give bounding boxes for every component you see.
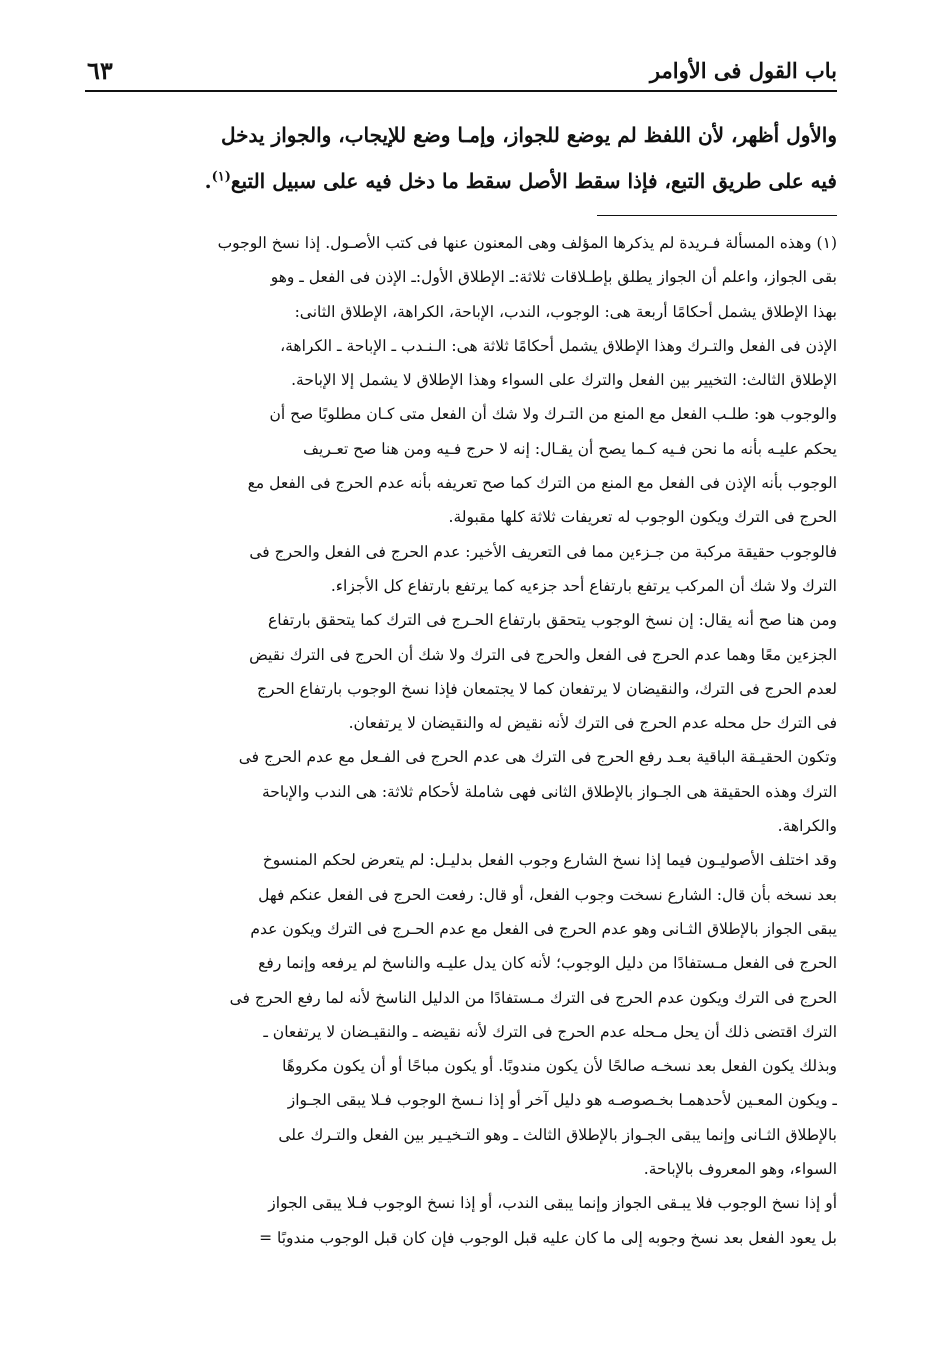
footnote-line: الترك اقتضى ذلك أن يحل مـحله عدم الحرج فى الترك لأنه نقيضه ـ والنقيـضان لا يرتفعان ـ: [263, 1022, 837, 1041]
footnote-line: بعد نسخه بأن قال: الشارع نسخت وجوب الفعل، أو قال: رفعت الحرج فى الفعل عنكم فهل: [258, 885, 837, 904]
main-line: [85, 158, 837, 204]
footnote-line: الإذن فى الفعل والتـرك وهذا الإطلاق يشمل أحكامًا ثلاثة هى: الـنـدب ـ الإباحة ـ الكراهة،: [280, 336, 837, 355]
footnote-line: الحرج فى الفعل مـستفادًا من دليل الوجوب؛ لأنه كان يدل عليـه والناسخ لم يرفعه وإنما رفع: [258, 954, 837, 973]
page-header: [85, 52, 837, 92]
chapter-title: باب القول فى الأوامر: [649, 58, 837, 83]
footnote-line: الوجوب بأنه الإذن فى الفعل مع المنع من الترك كما صح تعريفه بأنه عدم الحرج فى الفعل مع: [247, 474, 837, 493]
footnote-line: الترك وهذه الحقيقة هى الجـواز بالإطلاق الثانى فهى شاملة لأحكام ثلاثة: هى الندب والإباحة: [261, 782, 837, 801]
footnote-line: يبقى الجواز بالإطلاق الثـانى وهو عدم الحرج فى الفعل مع عدم الحـرج فى الترك ويكون عدم: [250, 919, 837, 938]
footnote-line: فالوجوب حقيقة مركبة من جـزءين مما فى التعريف الأخير: عدم الحرج فى الفعل والحرج فى: [249, 542, 837, 561]
footnote-line: وبذلك يكون الفعل بعد نسخـه صالحًا لأن يكون مندوبًا. أو يكون مباحًا أو أن يكون مكروهًا: [282, 1057, 837, 1076]
main-line-end: .: [204, 169, 212, 193]
footnotes: [85, 226, 837, 1255]
footnote-line: وتكون الحقيـقة الباقية بعـد رفع الحرج فى الترك هى عدم الحرج فى الفـعل مع عدم الحرج فى: [238, 748, 837, 767]
footnote-line: الحرج فى الترك ويكون عدم الحرج فى الترك مـستفادًا من الدليل الناسخ لأنه لما رفع الحرج فى: [229, 988, 837, 1007]
footnote-line: بقى الجواز، واعلم أن الجواز يطلق بإطـلاقات ثلاثة:ـ الإطلاق الأول:ـ الإذن فى الفعل ـ وهو: [270, 268, 837, 287]
footnote-line: الإطلاق الثالث: التخيير بين الفعل والترك على السواء وهذا الإطلاق لا يشمل إلا الإباحة.: [291, 371, 837, 390]
footnote-line: ومن هنا صح أنه يقال: إن نسخ الوجوب يتحقق بارتفاع الحـرج فى الترك كما يتحقق بارتفاع: [268, 611, 837, 630]
main-text: [85, 112, 837, 204]
footnote-line: بهذا الإطلاق يشمل أحكامًا أربعة هى: الوجوب، الندب، الإباحة، الكراهة، الإطلاق الثانى:: [294, 302, 837, 321]
footnote-line: والوجوب هو: طلـب الفعل مع المنع من التـرك ولا شك أن الفعل متى كـان مطلوبًا صح أن: [269, 405, 837, 424]
footnote-line: (١) وهذه المسألة فـريدة لم يذكرها المؤلف وهى المعنون عنها فى كتب الأصـول. إذا نسخ الوجوب: [217, 234, 837, 252]
footnote-line: يحكم عليـه بأنه ما نحن فـيه كـما يصح أن يقـال: إنه لا حرج فـيه ومن هنا صح تعـريف: [303, 439, 837, 458]
footnote-line: الجزءين معًا وهما عدم الحرج فى الفعل والحرج فى الترك ولا شك أن الحرج فى الترك نقيض: [249, 645, 837, 664]
footnote-separator: [597, 215, 837, 216]
footnote-line: لعدم الحرج فى الترك، والنقيضان لا يرتفعان كما لا يجتمعان فإذا نسخ الوجوب بارتفاع الحرج: [257, 679, 837, 698]
footnote-line: فى الترك حل محله عدم الحرج فى الترك لأنه نقيض له والنقيضان لا يرتفعان.: [348, 714, 837, 733]
footnote-line: السواء، وهو المعروف بالإباحة.: [643, 1160, 837, 1179]
footnote-line: والكراهة.: [777, 817, 837, 836]
main-line-text: فيه على طريق التبع، فإذا سقط الأصل سقط ما دخل فيه على سبيل التبع: [230, 169, 837, 193]
footnote-line: بل يعود الفعل بعد نسخ وجوبه إلى ما كان عليه قبل الوجوب فإن كان قبل الوجوب مندوبًا =: [259, 1228, 837, 1247]
footnote-line: أو إذا نسخ الوجوب فلا يبـقى الجواز وإنما يبقى الندب، أو إذا نسخ الوجوب فـلا يبقى الجواز: [268, 1194, 837, 1213]
main-line: والأول أظهر، لأن اللفظ لم يوضع للجواز، وإمـا وضع للإيجاب، والجواز يدخل: [221, 123, 837, 147]
footnote-reference: (١): [211, 169, 231, 185]
footnote-line: الترك ولا شك أن المركب يرتفع بارتفاع أحد جزءيه كما يرتفع بارتفاع كل الأجزاء.: [330, 576, 837, 595]
footnote-line: وقد اختلف الأصوليـون فيما إذا نسخ الشارع وجوب الفعل بدليـل: لم يتعرض لحكم المنسوخ: [262, 851, 837, 870]
page-number: ٦٣: [87, 56, 113, 85]
footnote-line: بالإطلاق الثـانى وإنما يبقى الجـواز بالإطلاق الثالث ـ وهو التـخيـير بين الفعل والتـرك على: [278, 1125, 837, 1144]
footnote-line: ـ ويكون المعـين لأحدهمـا بخـصوصـه هو دليل آخر أو إذا نـسخ الوجوب فـلا يبقى الجـواز: [287, 1091, 837, 1110]
footnote-line: الحرج فى الترك ويكون الوجوب له تعريفات ثلاثة كلها مقبولة.: [448, 508, 837, 527]
